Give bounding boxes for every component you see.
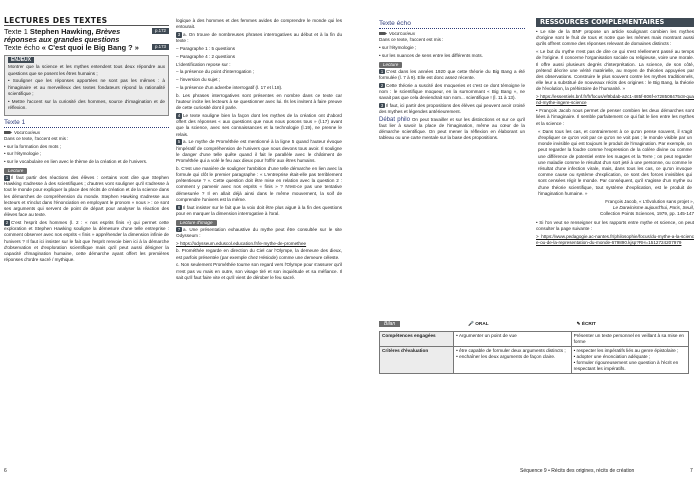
voca-line: Dans ce texte, l'accent est mis : — [379, 37, 444, 43]
lecture-answer-1: 1 Il faut partir des réactions des élèves : certains vont dire que Stephen Hawking s'adresse à des scientifiques ; d'autres vont souligner qu'il s'adresse à tout le monde pour expliquer la place des récits de création et de la science dans les démarches de compréhension du monde. Stephen Hawking s'adresse aux lecteurs et s'inclut dans l'énonciation en employant le pronom « nous » : ce sont ses arguments qui servent de point de départ pour analyser la réaction des élèves face au texte. — [4, 175, 169, 218]
paragraph: b. Prométhée regarde en direction du Ciel car l'Olympe, la demeure des dieux, est parfois présentée (par exemple chez Hésiode) comme une demeure céleste. — [176, 248, 342, 260]
toc-title: « C'est quoi le Big Bang ? » — [41, 43, 139, 53]
page-ref-badge: p.172 — [152, 28, 169, 34]
enjeux-label: ENJEUX — [8, 57, 34, 63]
question-number: 1 — [380, 68, 384, 74]
echo-heading: Texte écho — [379, 20, 525, 29]
page-number-right: 7 — [690, 468, 693, 474]
voca-label: Voca'curieux — [14, 129, 40, 135]
bnf-link[interactable]: > https://essentiels.bnf.fr/fr/focus/ef9bdab-a2c1-485f-806f-e728508475c8-quand-mythe-ingere-science — [536, 94, 694, 106]
voca-line: • sur les nuances de sens entre les différents mots. — [379, 52, 483, 58]
section-title: LECTURES DES TEXTES — [4, 18, 169, 26]
paragraph: L'identification repose sur : — [176, 61, 231, 67]
row-header: Compétences engagées — [380, 332, 454, 347]
enjeux-box — [4, 55, 169, 115]
lecture-image-chip: Lecture d'image — [176, 220, 217, 226]
bilan-chip: Bilan — [379, 321, 400, 327]
enjeux-item: Montrer que la science et les mythes entendent tous deux répondre aux questions que se posent les êtres humains ; — [8, 64, 165, 76]
question-number: 4 — [177, 112, 181, 118]
page-ref-badge: p.173 — [152, 44, 169, 50]
question-number: 2 — [5, 220, 9, 226]
ecrit-heading: ✎ ÉCRIT — [576, 321, 596, 326]
voca-line: • sur l'étymologie ; — [379, 45, 417, 50]
paragraph: 7 a. Une présentation exhaustive du mythe peut être consultée sur le site Odysseum : — [176, 226, 342, 238]
question-number: 3 — [177, 32, 181, 37]
oral-heading: 🎤 ORAL — [468, 321, 489, 326]
oral-cell: • Argumenter un point de vue — [454, 332, 571, 347]
echo-column — [379, 18, 525, 143]
question-number: 7 — [177, 226, 181, 232]
voca-line: • sur l'étymologie ; — [4, 151, 42, 157]
nantes-link[interactable]: > https://www.pedagogie.ac-nantes.fr/philosophie/focus/du-mythe-a-la-science-ou-de-la-representation-du-monde-679890.kjsp?RH=1512724207979 — [536, 233, 694, 245]
table-row — [380, 332, 689, 347]
paragraph: • François Jacob nous permet de penser combien les deux démarches sont liées à l'imaginaire. Il semble parfaitement ce qui fait le lien entre les mythes et la science : — [536, 108, 694, 126]
paragraph: • Si l'on veut se renseigner sur les rapports entre mythe et science, on peut consulter la page suivante : — [536, 219, 694, 231]
citation-author: François Jacob, « L'Évolution sans projet », — [605, 199, 694, 205]
lecture-chip: Lecture — [4, 168, 27, 174]
question-number: 3 — [380, 102, 384, 108]
paragraph: 6 Il faut insister sur le fait que la voix doit être plus aiguë à la fin des questions pour en marquer la dimension interrogative à l'oral. — [176, 204, 342, 216]
paragraph: b. Les phrases interrogatives sont présentes en nombre dans ce texte car l'auteur incite les lecteurs à se questionner avec lui. Ils les invitent à faire preuve de cette curiosité dont il parle. — [176, 92, 342, 111]
footer-sequence: Séquence 9 • Récits des origines, récits de création — [520, 468, 635, 474]
ressources-heading: RESSOURCES COMPLÉMENTAIRES — [536, 18, 694, 27]
oral-cell: • être capable de formuler deux arguments distincts ; • enchaîner les deux arguments de façon claire. — [454, 347, 571, 374]
paragraph: « Le but du mythe n'est pas de dire ce qui s'est réellement passé au temps de l'origine. Il concerne l'organisation sociale ou religieuse, voire une morale. Il offre aussi plusieurs degrés d'interprétation. La science, de son côté, prétend décrire une vérité matérielle, au moyen de théories appuyées par des observations. Construire le plus souvent contre les mythes traditionnels, elle leur a substitué de nouveaux récits des origines : le Big Bang, la théorie de l'évolution, la préhistoire de l'humanité. » — [536, 49, 694, 92]
microphone-icon: 🎤 — [468, 321, 474, 326]
debat-heading: Débat philo — [379, 116, 410, 123]
paragraph: • Le site de la BNF propose un article soulignant combien les mythes d'origine sont le fruit de tous et notre que les mêmes mais montrant aussi qu'ils offrent comme des réponses relevant de domaines distincts : — [536, 29, 694, 47]
ecrit-cell: • respecter les impératifs liés au genre épistolaire ; • adopter une énonciation adéquate ; • formuler rigoureusement une question à l'écrit en respectant les impératifs. — [571, 347, 688, 374]
left-column — [4, 18, 169, 265]
paragraph: logique à des hommes et des femmes avides de comprendre le monde qui les entourait. — [176, 18, 342, 30]
lecture-answer-2: 2 C'est l'esprit des hommes (l. 2 : « nos esprits finis ») qui permet cette exploration et Stephen Hawking souligne la démesure d'une telle entreprise : comment observer avec nos esprits « finis » appréhender la dimension infinie de l'univers ? Il faut ici insister sur le fait que l'esprit renvoie bien ici à la démarche d'observation et d'exploration scientifique mais qu'il peut aussi désigner la capacité d'imagination humaine, cette démarche ayant offert les premières réponses d'ordre sacré / mythique. — [4, 220, 169, 263]
paragraph: – l'inversion du sujet ; — [176, 77, 221, 83]
paragraph: c. Non seulement Prométhée tourne son regard vers l'Olympe pour s'assurer qu'il n'est pas vu mais en outre, son visage tiré et son inquiétude et sa méfiance. Il sait qu'il faut faire vite et qu'il vient de dérober le feu sacré. — [176, 262, 342, 280]
echo-answer: 1 C'est dans les années 1920 que cette théorie du Big Bang a été formulée (l. 7 à 9). Elle est donc assez récente. — [379, 68, 525, 80]
pen-icon: ✎ — [576, 321, 581, 326]
page-number-left: 6 — [4, 468, 7, 474]
enjeux-item: • Mettre l'accent sur la curiosité des hommes, source d'imagination et de réflexion. — [8, 98, 165, 110]
toc-entry-echo[interactable] — [4, 44, 169, 52]
pencil-icon — [4, 130, 12, 135]
ressources-column — [536, 18, 694, 248]
citation-pages: Collection Points Sciences, 1979, pp. 145-147 — [600, 211, 694, 217]
ecrit-cell: Présenter un texte personnel en veillant à sa mise en forme — [571, 332, 688, 347]
question-number: 1 — [5, 175, 9, 180]
toc-prefix: Texte 1 — [4, 27, 30, 37]
bilan-table — [379, 331, 689, 374]
text1-heading: Texte 1 — [4, 119, 169, 128]
voca-line: Dans ce texte, l'accent est mis : — [4, 135, 69, 141]
toc-entry-text1[interactable] — [4, 28, 169, 44]
voca-line: • sur le vocabulaire en lien avec le thème de la création et de l'univers. — [4, 159, 148, 165]
question-number: 5 — [177, 139, 181, 145]
pencil-icon — [379, 31, 387, 36]
row-header: Critères d'évaluation — [380, 347, 454, 374]
odysseum-link[interactable]: > https://odysseum.eduscol.education.fr/le-mythe-de-promethee — [176, 240, 307, 246]
paragraph: b. C'est une manière de souligner l'ambition d'une telle démarche en lien avec la formule qui clôt le premier paragraphe : « L'entreprise était-elle pas terriblement prétentieuse ? ». Cette question doit être mise en relation avec la question 2 : comment y parvenir avec nos esprits « finis » ? N'est-ce pas une tentative démesurée ? Il en allait déjà ainsi dans le même mouvement, la soif de comprendre l'univers est la même. — [176, 165, 342, 202]
middle-column — [176, 18, 342, 283]
echo-answer: 2 Cette théorie a suscité des moqueries et c'est ce dont témoigne le nom : le scientifique moqueur, en la surnommant « Big Bang », ne savait pas que cela deviendrait son nom... scientifique ! (l. 11 à 13). — [379, 82, 525, 100]
toc-title-italic: Brèves réponses aux grandes questions — [4, 27, 121, 45]
jacob-quote: « Dans tous les cas, et contrairement à ce qu'on pense souvent, il s'agit d'expliquer ce qu'on voit par ce qu'on ne voit pas ; le monde visible par un monde invisible qui est toujours le produit de l'imagination. Par exemple, on peut regarder la foudre comme l'expression de la colère divine ou comme une différence de potentiel entre les nuages et la Terre ; on peut regarder une maladie comme le résultat d'un sort jeté à une personne, ou comme le résultat d'une infection virale, mais, dans tous les cas, ce qu'on invoque comme cause ou système d'explication, ce sont des forces invisibles qui sont censées régir le monde. Par conséquent, qu'il s'agisse d'un mythe ou d'une théorie scientifique, tout système d'explication, est le produit de l'imagination humaine. » — [538, 128, 692, 196]
debat-philo: Débat philo On peut travailler et sur les distinctions et sur ce qu'il faut lier à savoir la place de l'imagination, même au cœur de la démarche scientifique. On peut mener la réflexion en élaborant un tableau ou une carte mentale sur la base des propositions. — [379, 116, 526, 141]
paragraph: – Paragraphe 4 : 2 questions — [176, 53, 235, 59]
paragraph: 3 a. On trouve de nombreuses phrases interrogatives au début et à la fin du texte : — [176, 32, 342, 44]
paragraph: – Paragraphe 1 : 5 questions — [176, 46, 235, 51]
paragraph: 4 Le texte souligne bien la façon dont les mythes de la création ont d'abord offert des réponses « aux questions que nous nous posons tous » (l.17) avant que la science, avec ses connaissances et la technologie (l.19), ne prenne le relais. — [176, 112, 342, 137]
question-number: 2 — [380, 82, 384, 88]
voca-line: • sur la formation des mots ; — [4, 143, 62, 149]
table-row — [380, 347, 689, 374]
paragraph: – la présence d'un adverbe interrogatif (l. 17 et l.18). — [176, 84, 283, 90]
citation-book: Le Darwinisme aujourd'hui, Paris, Seuil, — [612, 205, 694, 211]
echo-answer: 3 Il faut, ici partir des propositions des élèves qui peuvent avoir croisé des mythes et légendes antérieurement. — [379, 102, 525, 114]
toc-title: Stephen Hawking, — [29, 27, 96, 37]
paragraph: 5 a. Le mythe de Prométhée est mentionné à la ligne 5 quand l'auteur évoque l'impératif de compréhension de l'univers que nous devons tous avoir. Il souligne le danger d'une telle quête quand il fait le parallèle avec le châtiment de Prométhée qui a volé le feu aux dieux pour l'offrir aux êtres humains. — [176, 139, 342, 163]
voca-label: Voca'curieux — [389, 31, 415, 36]
lecture-chip: Lecture — [379, 62, 402, 68]
toc-prefix: Texte écho — [4, 43, 42, 53]
enjeux-item: • Souligner que les réponses apportées ne sont pas les mêmes : à l'imaginaire et au merveilleux des textes fondateurs répond la rationalité scientifique ; — [8, 78, 165, 96]
bilan-section — [379, 321, 689, 374]
paragraph: – la présence du point d'interrogation ; — [176, 69, 255, 75]
question-number: 6 — [177, 204, 181, 210]
